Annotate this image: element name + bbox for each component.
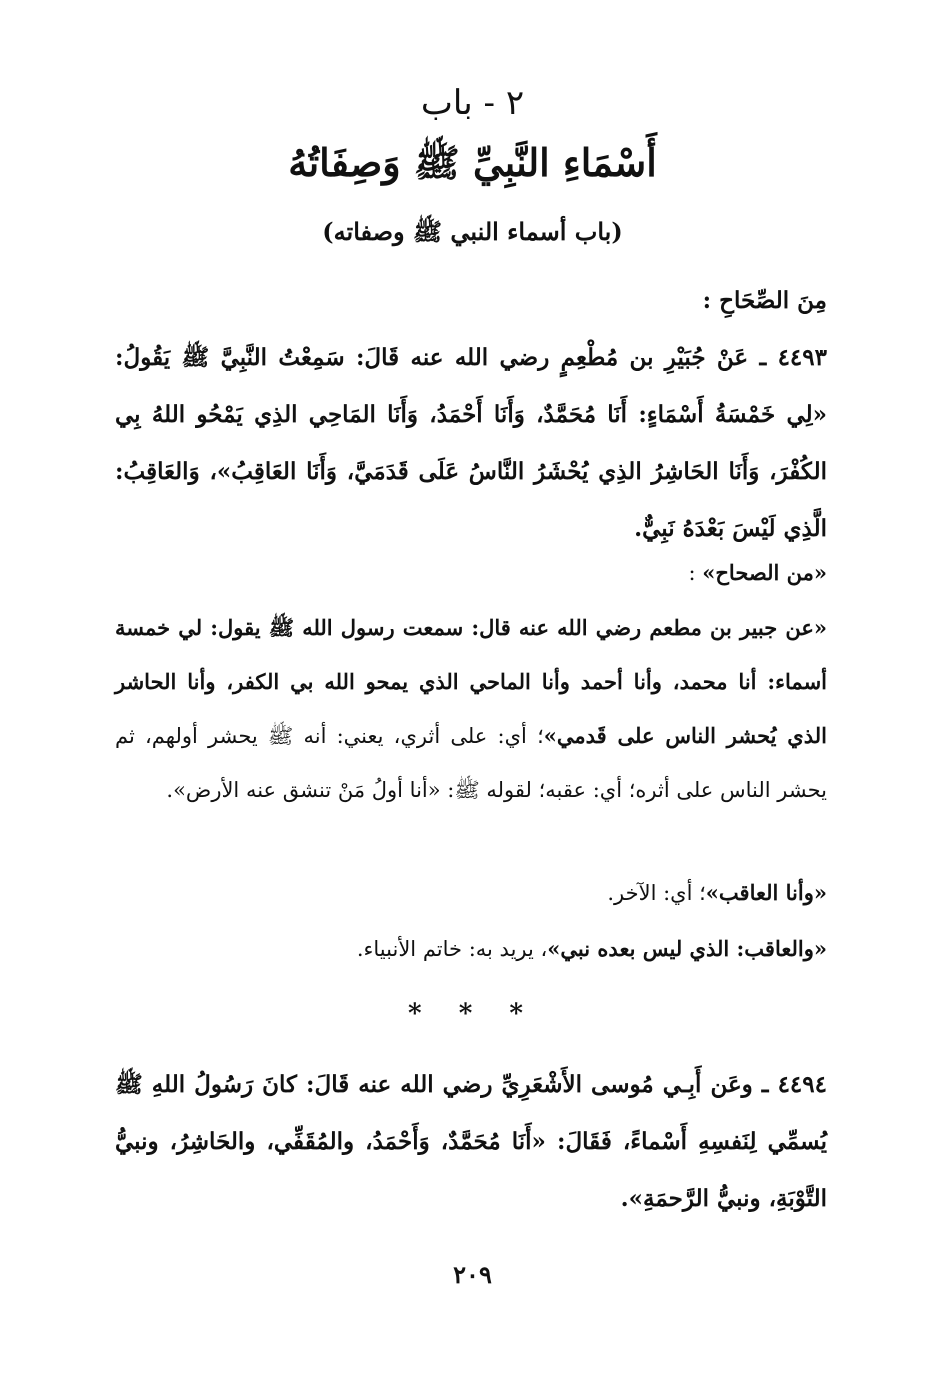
commentary-p3-quote: «والعاقب: الذي ليس بعده نبي»	[547, 936, 827, 961]
chapter-title: أَسْمَاءِ النَّبِيِّ ﷺ وَصِفَاتُهُ	[288, 140, 657, 185]
commentary-p1-quote: «عن جبير بن مطعم رضي الله عنه قال: سمعت رسول الله ﷺ يقول: لي خمسة أسماء: أنا محمد، وأنا أحمد وأنا الماحي الذي يمحو الله بي الكفر، وأنا الحاشر الذي يُحشر الناس على قَدمي»	[115, 615, 827, 748]
commentary-p3-rest: ، يريد به: خاتم الأنبياء.	[356, 937, 548, 961]
section-header: مِنَ الصِّحَاحِ :	[702, 287, 827, 314]
commentary-label-suffix: :	[688, 561, 703, 585]
chapter-number: ٢ - باب	[420, 83, 525, 123]
commentary-p2-quote: «وأنا العاقب»	[705, 880, 827, 905]
hadith-4493: ٤٤٩٣ ـ عَنْ جُبَيْرِ بن مُطْعِمٍ رضي الله عنه قَالَ: سَمِعْتُ النَّبِيَّ ﷺ يَقُولُ: «لِي خَمْسَةُ أَسْمَاءٍ: أَنَا مُحَمَّدٌ، وَأَنَا أَحْمَدُ، وَأَنَا المَاحِي الذِي يَمْحُو اللهُ بِي الكُفْرَ، وَأَنَا الحَاشِرُ الذِي يُحْشَرُ النَّاسُ عَلَى قَدَمَيَّ، وَأَنَا العَاقِبُ»، وَالعَاقِبُ: الَّذِي لَيْسَ بَعْدَهُ نَبِيٌّ.	[115, 344, 827, 542]
section-separator: * * *	[408, 999, 537, 1029]
commentary-paragraph-1	[115, 601, 827, 817]
hadith-4494: ٤٤٩٤ ـ وعَن أَبِـي مُوسى الأَشْعَرِيِّ رضي الله عنه قَالَ: كانَ رَسُولُ اللهِ ﷺ يُسمِّي لِنَفسِهِ أَسْماءً، فَقَالَ: «أَنَا مُحَمَّدٌ، وَأَحْمَدُ، والمُقَفِّي، والحَاشِرُ، ونبيُّ التَّوْبَةِ، ونبيُّ الرَّحمَةِ».	[115, 1071, 827, 1212]
commentary-label	[115, 546, 827, 600]
chapter-subtitle: (باب أسماء النبي ﷺ وصفاته)	[322, 217, 623, 246]
commentary-p1-rest: ؛ أي: على أثري، يعني: أنه ﷺ يحشر أولهم، ثم يحشر الناس على أثره؛ أي: عقبه؛ لقوله ﷺ: «أنا أولُ مَنْ تنشق عنه الأرض».	[115, 724, 827, 802]
commentary-label-text: «من الصحاح»	[702, 560, 827, 585]
commentary-paragraph-2	[115, 866, 827, 920]
page-number: ٢٠٩	[453, 1260, 492, 1289]
commentary-p2-rest: ؛ أي: الآخر.	[607, 881, 706, 905]
commentary-paragraph-3	[115, 922, 827, 976]
